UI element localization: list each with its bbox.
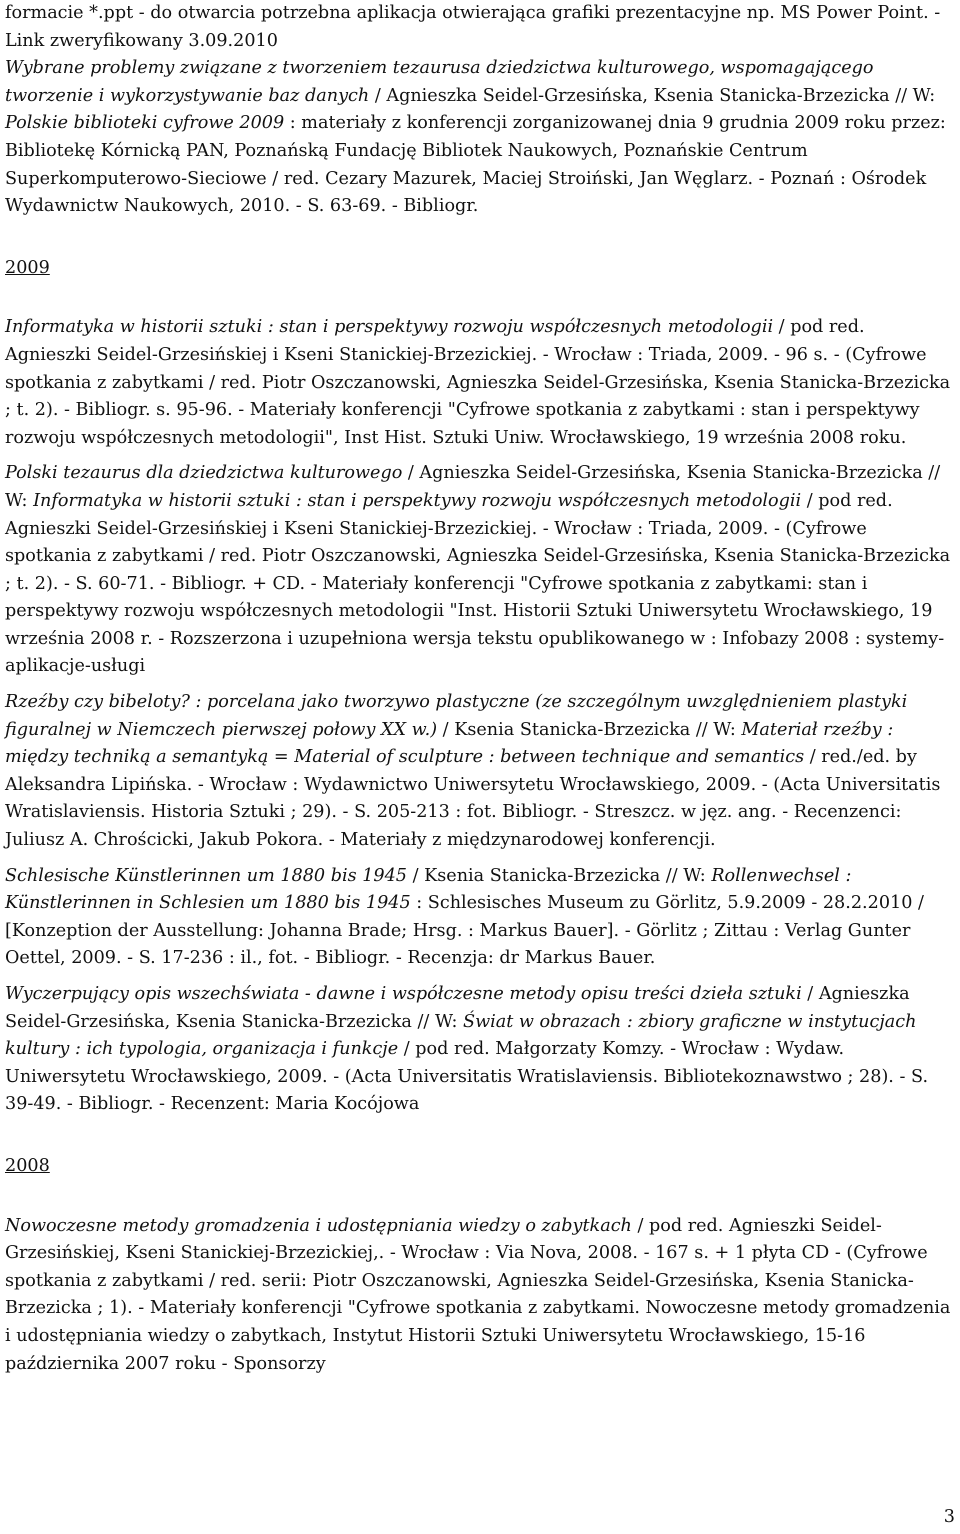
- entry-text: : Schlesisches Museum zu Görlitz, 5.9.2009 - 28.2.2010 / [Konzeption der Ausstellung: Johanna Brade; Hrsg. : Markus Bauer]. - Görlitz ; Zittau : Verlag Gunter Oettel, 2009. - S. 17-236 : il., fot. - Bibliogr. - Recenzja: dr Markus Bauer.: [5, 893, 924, 969]
- entry-text: / Ksenia Stanicka-Brzezicka // W:: [437, 719, 742, 740]
- entry-title: Rollenwechsel : Künstlerinnen in Schlesien um 1880 bis 1945: [5, 865, 852, 914]
- entry-paragraph: [5, 460, 955, 681]
- entry-title: Schlesische Künstlerinnen um 1880 bis 1945: [5, 865, 408, 886]
- entry-title: Nowoczesne metody gromadzenia i udostępniania wiedzy o zabytkach: [5, 1215, 632, 1236]
- entry-text: / pod red. Małgorzaty Komzy. - Wrocław : Wydaw. Uniwersytetu Wrocławskiego, 2009. - (Acta Universitatis Wratislaviensis. Bibliotekoznawstwo ; 28). - S. 39-49. - Bibliogr. - Recenzent: Maria Kocójowa: [5, 1039, 929, 1115]
- entry-paragraph: [5, 55, 955, 221]
- entry-text: / Agnieszka Seidel-Grzesińska, Ksenia Stanicka-Brzezicka // W:: [369, 85, 936, 106]
- entry-title: Wyczerpujący opis wszechświata - dawne i współczesne metody opisu treści dzieła sztuki: [5, 984, 802, 1004]
- entry-paragraph: [5, 0, 955, 55]
- entry-title: Wybrane problemy związane z tworzeniem tezaurusa dziedzictwa kulturowego, wspomagającego tworzenie i wykorzystywanie baz danych: [5, 58, 874, 106]
- entry-title: Świat w obrazach : zbiory graficzne w instytucjach kultury : ich typologia, organizacja i funkcje: [5, 1011, 917, 1060]
- entry-title: Materiał rzeźby : między techniką a semantyką = Material of sculpture : between technique and semantics: [5, 719, 894, 768]
- page-number: 3: [943, 1507, 955, 1527]
- document-page: [5, 0, 955, 1378]
- entry-title: Informatyka w historii sztuki : stan i perspektywy rozwoju współczesnych metodologii: [5, 317, 774, 338]
- entry-paragraph: [5, 689, 955, 855]
- entry-text: / red./ed. by Aleksandra Lipińska. - Wrocław : Wydawnictwo Uniwersytetu Wrocławskiego, 2009. - (Acta Universitatis Wratislaviensis. Historia Sztuki ; 29). - S. 205-213 : fot. Bibliogr. - Streszcz. w jęz. ang. - Recenzenci: Juliusz A. Chrościcki, Jakub Pokora. - Materiały z międzynarodowej konferencji.: [5, 747, 941, 851]
- entry-paragraph: [5, 314, 955, 452]
- year-heading: 2009: [5, 257, 50, 278]
- entry-text: / Agnieszka Seidel-Grzesińska, Ksenia Stanicka-Brzezicka // W:: [5, 984, 910, 1032]
- year-heading: 2008: [5, 1155, 50, 1176]
- entry-text: / Ksenia Stanicka-Brzezicka // W:: [407, 865, 712, 886]
- entry-text: formacie *.ppt - do otwarcia potrzebna aplikacja otwierająca grafiki prezentacyjne np. MS Power Point. - Link zweryfikowany 3.09.2010: [5, 3, 941, 51]
- entry-text: / pod red. Agnieszki Seidel-Grzesińskiej i Kseni Stanickiej-Brzezickiej. - Wrocław : Triada, 2009. - (Cyfrowe spotkania z zabytkami / red. Piotr Oszczanowski, Agnieszka Seidel-Grzesińska, Ksenia Stanicka-Brzezicka ; t. 2). - S. 60-71. - Bibliogr. + CD. - Materiały konferencji "Cyfrowe spotkania z zabytkami: stan i perspektywy rozwoju współczesnych metodologii "Inst. Historii Sztuki Uniwersytetu Wrocławskiego, 19 września 2008 r. - Rozszerzona i uzupełniona wersja tekstu opublikowanego w : Infobazy 2008 : systemy-aplikacje-usługi: [5, 490, 951, 677]
- entry-text: / pod red. Agnieszki Seidel-Grzesińskiej, Kseni Stanickiej-Brzezickiej,. - Wrocław : Via Nova, 2008. - 167 s. + 1 płyta CD - (Cyfrowe spotkania z zabytkami / red. serii: Piotr Oszczanowski, Agnieszka Seidel-Grzesińska, Ksenia Stanicka-Brzezicka ; 1). - Materiały konferencji "Cyfrowe spotkania z zabytkami. Nowoczesne metody gromadzenia i udostępniania wiedzy o zabytkach, Instytut Historii Sztuki Uniwersytetu Wrocławskiego, 15-16 października 2007 roku - Sponsorzy: [5, 1215, 951, 1374]
- entry-text: : materiały z konferencji zorganizowanej dnia 9 grudnia 2009 roku przez: Bibliotekę Kórnicką PAN, Poznańską Fundację Bibliotek Naukowych, Poznańskie Centrum Superkomputerowo-Sieciowe / red. Cezary Mazurek, Maciej Stroiński, Jan Węglarz. - Poznań : Ośrodek Wydawnictw Naukowych, 2010. - S. 63-69. - Bibliogr.: [5, 113, 946, 217]
- entry-title: Informatyka w historii sztuki : stan i perspektywy rozwoju współczesnych metodologii: [33, 490, 802, 511]
- entry-paragraph: [5, 863, 955, 973]
- entry-title: Polskie biblioteki cyfrowe 2009: [5, 113, 285, 134]
- entry-text: / Agnieszka Seidel-Grzesińska, Ksenia Stanicka-Brzezicka // W:: [5, 463, 941, 511]
- entry-paragraph: [5, 981, 955, 1119]
- entry-title: Rzeźby czy bibeloty? : porcelana jako tworzywo plastyczne (ze szczególnym uwzględnieniem plastyki figuralnej w Niemczech pierwszej połowy XX w.): [5, 692, 908, 740]
- entry-paragraph: [5, 1213, 955, 1379]
- entry-title: Polski tezaurus dla dziedzictwa kulturowego: [5, 463, 403, 484]
- entry-text: / pod red. Agnieszki Seidel-Grzesińskiej i Kseni Stanickiej-Brzezickiej. - Wrocław : Triada, 2009. - 96 s. - (Cyfrowe spotkania z zabytkami / red. Piotr Oszczanowski, Agnieszka Seidel-Grzesińska, Ksenia Stanicka-Brzezicka ; t. 2). - Bibliogr. s. 95-96. - Materiały konferencji "Cyfrowe spotkania z zabytkami : stan i perspektywy rozwoju współczesnych metodologii", Inst Hist. Sztuki Uniw. Wrocławskiego, 19 września 2008 roku.: [5, 317, 951, 448]
